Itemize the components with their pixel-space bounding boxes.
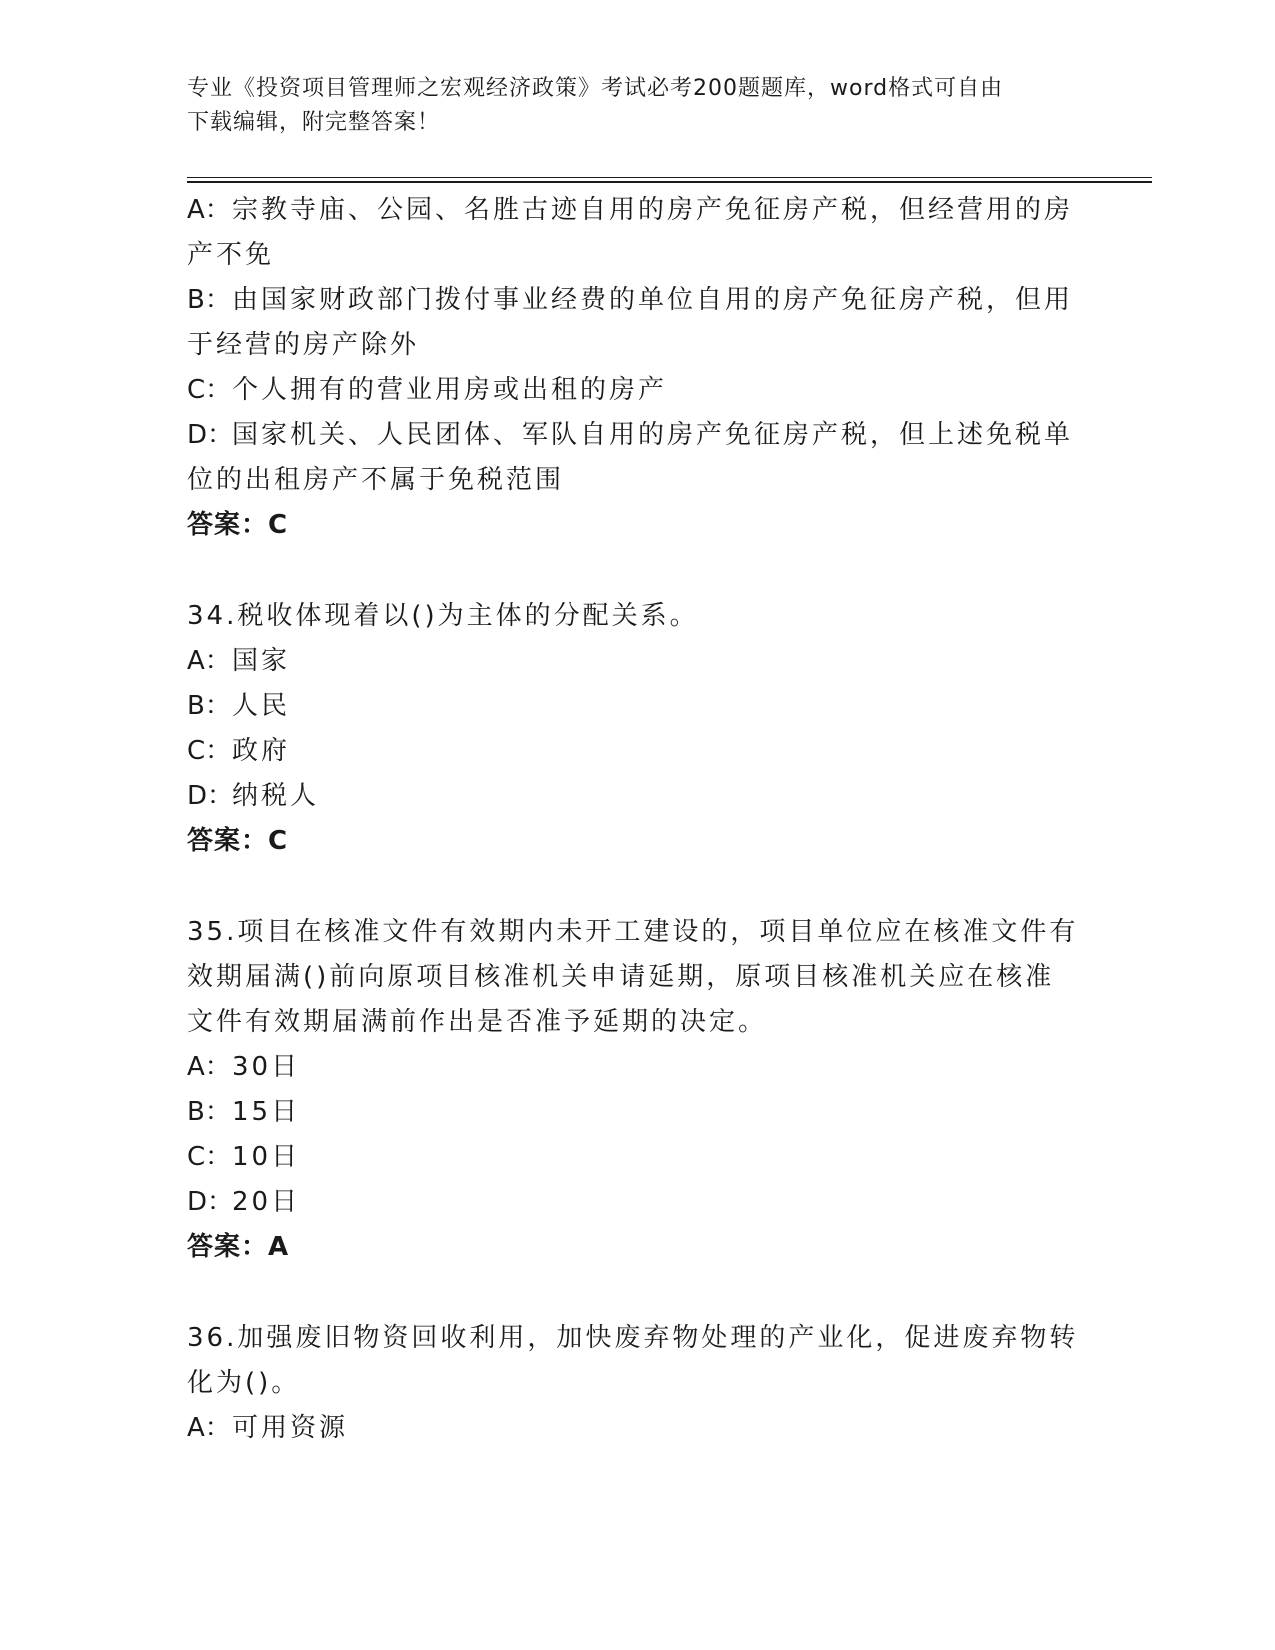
option-d: D：纳税人 [187,781,320,811]
option-a: A：可用资源 [187,1413,349,1443]
header-intro-line-2: 下载编辑，附完整答案！ [187,110,441,135]
option-a: A：国家 [187,646,291,676]
question-stem-line-1: 36.加强废旧物资回收利用，加快废弃物处理的产业化，促进废弃物转 [187,1323,1079,1353]
question-34 [187,594,1087,864]
question-stem-line-3: 文件有效期届满前作出是否准予延期的决定。 [187,1007,768,1037]
option-a: A：30日 [187,1052,301,1082]
document-header [187,72,1087,140]
question-stem-line-1: 35.项目在核准文件有效期内未开工建设的，项目单位应在核准文件有 [187,917,1079,947]
question-stem: 34.税收体现着以()为主体的分配关系。 [187,601,699,631]
header-divider-thin [187,177,1152,178]
question-stem-line-2: 化为()。 [187,1368,301,1398]
option-a-continued: 产不免 [187,240,275,270]
question-stem-line-2: 效期届满()前向原项目核准机关申请延期，原项目核准机关应在核准 [187,962,1055,992]
question-36 [187,1316,1087,1451]
option-d-continued: 位的出租房产不属于免税范围 [187,465,565,495]
option-c: C：政府 [187,736,291,766]
option-d: D：20日 [187,1187,301,1217]
option-c: C：10日 [187,1142,301,1172]
question-35 [187,910,1087,1270]
header-intro-line-1: 专业《投资项目管理师之宏观经济政策》考试必考200题题库，word格式可自由 [187,76,1004,101]
option-b: B：人民 [187,691,291,721]
option-c: C：个人拥有的营业用房或出租的房产 [187,375,668,405]
option-b-continued: 于经营的房产除外 [187,330,420,360]
question-33 [187,188,1087,548]
option-b: B：由国家财政部门拨付事业经费的单位自用的房产免征房产税，但用 [187,285,1074,315]
option-d: D：国家机关、人民团体、军队自用的房产免征房产税，但上述免税单 [187,420,1074,450]
answer-line: 答案：A [187,1232,290,1262]
answer-line: 答案：C [187,510,289,540]
header-divider-thick [187,181,1152,183]
option-b: B：15日 [187,1097,301,1127]
answer-line: 答案：C [187,826,289,856]
option-a: A：宗教寺庙、公园、名胜古迹自用的房产免征房产税，但经营用的房 [187,195,1074,225]
question-content [187,188,1087,1451]
